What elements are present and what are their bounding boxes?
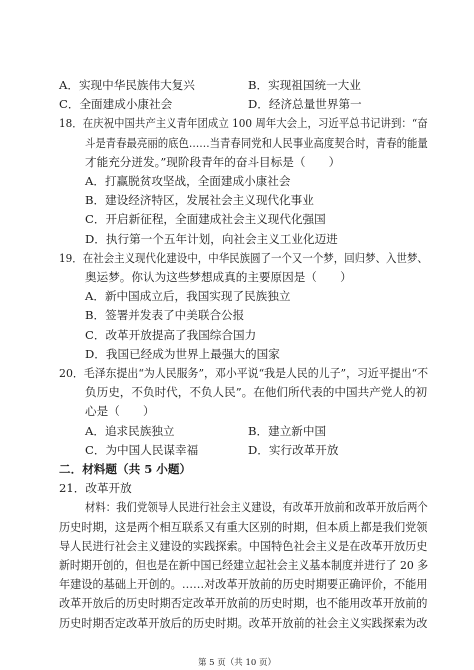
q19-stem-line1: 19．在社会主义现代化建设中，中华民族圆了一个又一个梦，回归梦、入世梦、 bbox=[59, 251, 428, 265]
q20-option-d: D．实行改革开放 bbox=[248, 443, 339, 457]
q20-option-c: C．为中国人民谋幸福 bbox=[85, 443, 199, 457]
q18-stem-line3: 才能充分迸发。”现阶段青年的奋斗目标是（ ） bbox=[85, 155, 341, 169]
q18-option-c: C．开启新征程，全面建成社会主义现代化强国 bbox=[85, 212, 326, 226]
q17-option-d: D．经济总量世界第一 bbox=[248, 97, 362, 111]
q19-option-a: A．新中国成立后，我国实现了民族独立 bbox=[85, 289, 291, 303]
q18-option-d: D．执行第一个五年计划，向社会主义工业化迈进 bbox=[85, 232, 338, 246]
q20-stem-line2: 负历史，不负时代，不负人民”。在他们所代表的中国共产党人的初 bbox=[85, 385, 428, 399]
material-line-2: 历史时期，这是两个相互联系又有重大区别的时期，但本质上都是我们党领 bbox=[59, 520, 428, 534]
material-line-5: 年建设的基础上开创的。……对改革开放前的历史时期要正确评价，不能用 bbox=[59, 577, 428, 591]
q19-option-b: B．签署并发表了中美联合公报 bbox=[85, 308, 245, 322]
q18-stem-line2: 斗是青春最亮丽的底色……当青春同党和人民事业高度契合时，青春的能量 bbox=[85, 136, 428, 150]
q19-stem-line2: 奥运梦。你认为这些梦想成真的主要原因是（ ） bbox=[85, 270, 352, 284]
material-line-1: 材料：我们党领导人民进行社会主义建设，有改革开放前和改革开放后两个 bbox=[85, 500, 428, 514]
section-heading: 二．材料题（共 5 小题） bbox=[59, 462, 192, 476]
q19-option-d: D．我国已经成为世界上最强大的国家 bbox=[85, 347, 280, 361]
q20-stem-line1: 20．毛泽东提出“为人民服务”，邓小平说“我是人民的儿子”，习近平提出“不 bbox=[59, 366, 429, 380]
q18-option-a: A．打赢脱贫攻坚战，全面建成小康社会 bbox=[85, 174, 291, 188]
page-footer: 第 5 页（共 10 页） bbox=[197, 658, 277, 668]
q21-title: 21．改革开放 bbox=[59, 481, 132, 495]
q20-option-a: A．追求民族独立 bbox=[85, 424, 175, 438]
material-line-3: 导人民进行社会主义建设的实践探索。中国特色社会主义是在改革开放历史 bbox=[59, 539, 428, 553]
q20-stem-line3: 心是（ ） bbox=[85, 404, 155, 418]
material-line-4: 新时期开创的，但也是在新中国已经建立起社会主义基本制度并进行了 20 多 bbox=[59, 558, 429, 572]
q18-option-b: B．建设经济特区，发展社会主义现代化事业 bbox=[85, 193, 314, 207]
q17-option-a: A．实现中华民族伟大复兴 bbox=[59, 78, 195, 92]
q17-option-c: C．全面建成小康社会 bbox=[59, 97, 173, 111]
q18-stem-line1: 18．在庆祝中国共产主义青年团成立 100 周年大会上，习近平总书记讲到：“奋 bbox=[59, 116, 428, 130]
material-line-7: 历史时期否定改革开放后的历史时期。改革开放前的社会主义实践探索为改 bbox=[59, 616, 428, 630]
q17-option-b: B．实现祖国统一大业 bbox=[248, 78, 361, 92]
material-line-6: 改革开放后的历史时期否定改革开放前的历史时期，也不能用改革开放前的 bbox=[59, 596, 428, 610]
q19-option-c: C．改革开放提高了我国综合国力 bbox=[85, 328, 257, 342]
q20-option-b: B．建立新中国 bbox=[248, 424, 327, 438]
